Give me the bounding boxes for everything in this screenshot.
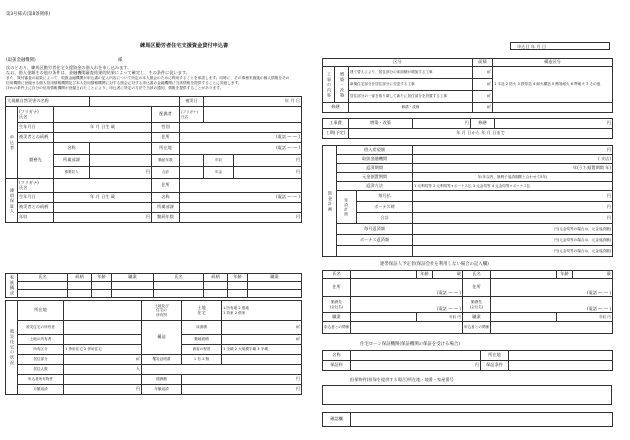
fin-row-4-field[interactable]: 年(年以内、無利子返済期間と合わせて5年)	[413, 173, 613, 182]
intro-line-3: また、貸付審査の結果によって、取扱金融機関が申込書の記入内容について所定の本人照会のために利用することを承諾します。同時に、その事務実施後の個人情報をその	[6, 76, 290, 80]
birth-label: 生年月日	[18, 123, 54, 133]
damage-date-field[interactable]: 1 有 2 無	[182, 355, 222, 365]
collateral-field[interactable]	[322, 385, 612, 405]
people-field[interactable]: 人	[64, 365, 142, 375]
gr-address-field[interactable]: (電話 ― ― )	[351, 279, 463, 297]
applicant-loan-field[interactable]	[64, 375, 142, 385]
fam-h-rel-2: 続柄	[204, 274, 228, 282]
fin-row-8-label: 毎月返済額	[337, 224, 413, 235]
people-label: 居住人数	[18, 365, 64, 375]
gr-name-field-2[interactable]	[491, 271, 557, 279]
fam-h-job-2: 職業	[248, 274, 302, 282]
monthly-field[interactable]: 円	[64, 385, 142, 395]
g-address-field[interactable]	[180, 179, 302, 193]
gr-relation-field[interactable]	[351, 322, 463, 334]
gr-relation-field-2[interactable]	[491, 322, 613, 334]
fin-row-6-label: 毎月払	[357, 191, 413, 202]
fin-row-3-field[interactable]: 年(うち据置期間 年)	[413, 164, 613, 173]
damage-field[interactable]: 1 全壊 2 大規模半壊 3 半壊	[222, 345, 302, 355]
lg-location-label: 所在地	[481, 351, 509, 361]
fam-h-name: 氏名	[18, 274, 68, 282]
work-table	[322, 58, 613, 113]
collateral-note: 担保物件(担保を提供する場合)所在地・地番・家屋番号	[350, 377, 454, 382]
post-field[interactable]	[90, 155, 152, 167]
family-table	[5, 273, 302, 298]
gr-h-name-2: 氏名	[463, 271, 491, 279]
schedule-label: 工期(予定)	[323, 129, 349, 139]
house-location-label: 所在地	[18, 301, 64, 321]
fam-cell[interactable]	[228, 282, 248, 290]
other-income-field[interactable]: 円	[90, 167, 152, 179]
work-type-2: 新築住宅部分を居住部分に変更する工事	[349, 79, 473, 91]
fam-cell[interactable]	[204, 282, 228, 290]
gr-relation-label: 申込者との関係	[323, 322, 351, 334]
g-income-field[interactable]: 円	[54, 213, 152, 223]
confirm-field[interactable]	[351, 413, 613, 427]
gr-age-field-2[interactable]: 歳	[573, 271, 613, 279]
fin-row-3-label: 返済期間	[337, 164, 413, 173]
g-name-label: (フリガナ) 氏名	[18, 179, 54, 193]
applicant-table	[5, 96, 302, 223]
house-owner-field[interactable]	[64, 321, 142, 335]
loan-guarantor-table	[322, 350, 613, 371]
g-post-field[interactable]	[180, 203, 302, 213]
name-label: (フリガナ) 氏名	[18, 107, 54, 123]
fam-cell[interactable]	[92, 282, 112, 290]
gr-name-field[interactable]	[351, 271, 417, 279]
g-name-field[interactable]	[54, 179, 152, 193]
cost-table	[322, 118, 613, 139]
site-area-field[interactable]: ㎡	[222, 335, 302, 345]
area-header: 面積	[473, 59, 493, 67]
g-birth-label: 生年月日	[18, 193, 54, 203]
spouse-name-field[interactable]	[204, 107, 302, 123]
name-field[interactable]	[54, 107, 152, 123]
g-income-label: 年収	[18, 213, 54, 223]
guarantor-table	[322, 270, 613, 334]
work-type-1: 建て替えにより、居住部分の床面積が増加する工事	[349, 67, 473, 79]
lg-terms-field[interactable]	[509, 361, 613, 371]
g-years-label: 勤続年数	[152, 213, 180, 223]
work-years-field[interactable]	[180, 155, 204, 167]
fin-row-7b-field[interactable]: 円	[413, 213, 613, 224]
gr-address-field-2[interactable]: (電話 ― ― )	[491, 279, 613, 297]
fin-row-10-label	[337, 246, 413, 257]
finance-table	[322, 145, 613, 257]
post-label: 所属部課	[54, 155, 90, 167]
fam-cell[interactable]	[92, 290, 112, 298]
gr-h-age-2: 年齢	[557, 271, 573, 279]
fam-cell[interactable]	[18, 290, 68, 298]
company-field[interactable]	[90, 143, 152, 155]
schedule-field[interactable]: 年 月 日から 年 月 日まで	[349, 129, 613, 139]
gr-age-field[interactable]: 歳	[433, 271, 463, 279]
disaster-date-field[interactable]: 年 月 日	[204, 97, 302, 107]
fin-row-4-label: 元金据置期間	[337, 173, 413, 182]
fin-row-2-label: 取扱金融機関	[337, 155, 413, 164]
intro-line-2: なお、借入金額その他の条件は、金融機関審査結果的結果によって確定し、その条件に従います。	[6, 70, 190, 75]
work-type-3: 居住部分の一部を取り壊して新たに居住部分を設置する工事	[349, 91, 473, 103]
lg-name-field[interactable]	[351, 351, 481, 361]
intro-line-1: 次のとおり、練馬区勤労者住宅支援資金の借入れを申し込みます。	[6, 65, 132, 70]
work-content-label: 工事の内容	[323, 67, 335, 103]
gender-field[interactable]	[180, 123, 302, 133]
tenure-field[interactable]: 1 専用住宅 2 併用住宅	[64, 345, 142, 355]
gr-address-label: 住所	[323, 279, 351, 297]
damage-label: 被害の程度	[182, 345, 222, 355]
house-table	[5, 300, 302, 395]
fin-row-10-field[interactable]: 円(元金均等の場合は、元金返済額)	[413, 246, 613, 257]
gr-h-age: 年齢	[417, 271, 433, 279]
gr-work-label-2: 勤務先 (会社名)	[463, 297, 491, 313]
birth-field[interactable]: 年 月 日生 歳	[54, 123, 152, 133]
gr-h-name: 氏名	[323, 271, 351, 279]
g-address-label: 住所	[152, 179, 180, 193]
income-label: 年収	[204, 155, 234, 167]
lg-name-label: 名称	[323, 351, 351, 361]
applicant-loan-label: 申込者所有物件	[18, 375, 64, 385]
family-section-label: 家族構成	[6, 274, 18, 298]
annual-field[interactable]: 円	[182, 385, 302, 395]
total-field[interactable]	[180, 167, 204, 179]
damage-note-field[interactable]	[222, 355, 302, 365]
fin-row-5-field[interactable]: 1 元利均等 2 元利均等+ボーナス払 3 元金均等 4 元金均等+ボーナス払	[413, 182, 613, 191]
category-header: 区分	[323, 59, 473, 67]
work-area-1[interactable]: ㎡	[473, 67, 493, 79]
land-owner-label: 土地 住宅	[182, 301, 222, 321]
structure-opts[interactable]: 1 木造 2 防火 3 鉄骨造 4 耐火構造 5 簡易耐火 6 準耐火 7 その他	[493, 67, 613, 103]
g-relation-label: 被災者との続柄	[18, 203, 54, 213]
gr-work-label: 勤務先 (会社名)	[323, 297, 351, 313]
disaster-name-label: 大規模自然災害の名称	[6, 97, 90, 107]
intro-line-4: 信用機関に登録せる個人信用情報機関及び本人信用情報機関に対する照会に対する申込書の金融機関に当該情報を提供することに同意します。	[6, 81, 242, 85]
lg-terms-label: 保証条件	[481, 361, 509, 371]
gr-job-field[interactable]	[351, 313, 417, 322]
guarantor-title: 連帯保証人予定者(保証会社を利用しない場合の記入欄)	[380, 262, 489, 267]
repay-plan-label: 返済計画	[337, 191, 357, 224]
fam-cell[interactable]	[154, 290, 204, 298]
fin-row-9-field[interactable]: 円(元金均等の場合は、元金返済額)	[413, 235, 613, 246]
house-location-field[interactable]	[64, 301, 142, 321]
gr-address-label-2: 住所	[463, 279, 491, 297]
site-area-label: 敷地面積	[182, 335, 222, 345]
cost-item-1: 増築・改築	[349, 119, 413, 129]
work-label: 勤務先	[18, 143, 54, 179]
spouse-label: 配偶者	[152, 107, 180, 123]
cost-field-2[interactable]: 円	[495, 119, 613, 129]
fam-cell[interactable]	[112, 282, 154, 290]
lender-suffix: 様	[118, 58, 123, 63]
income-field[interactable]: 円	[234, 155, 302, 167]
finance-section-label: 資金計画	[323, 146, 337, 257]
gr-work-field[interactable]: (電話 ― ― )	[351, 297, 463, 313]
house-section-label: 被災住宅の状況	[6, 301, 18, 395]
house-owner-label: 被災住宅の所有者	[18, 321, 64, 335]
relation-field[interactable]	[54, 133, 152, 143]
floor-area-field[interactable]: ㎡	[222, 321, 302, 335]
gr-work-field-2[interactable]: (電話 ― ― )	[491, 297, 613, 313]
tenure-label: 所有区分	[18, 345, 64, 355]
repair-note[interactable]	[493, 103, 613, 113]
address-field[interactable]: (電話 ― ― )	[180, 133, 302, 143]
gr-income-field[interactable]: 年収 円	[417, 313, 463, 322]
lg-fee-label: 保証料	[323, 361, 351, 371]
lg-fee-field[interactable]: 円	[351, 361, 481, 371]
pension-label: 年金	[204, 167, 234, 179]
fam-cell[interactable]	[154, 282, 204, 290]
g-post-label: 所属部課	[152, 203, 180, 213]
fam-h-name-2: 氏名	[154, 274, 204, 282]
fin-row-8-field[interactable]: 円(元金均等の場合は、元金返済額)	[413, 224, 613, 235]
company-label: 名称	[54, 143, 90, 155]
guarantor-section-label: 連帯保証人	[6, 179, 18, 223]
fin-row-5-label: 返済方法	[337, 182, 413, 191]
people-note-field[interactable]	[142, 365, 302, 375]
gr-job-label: 職業	[323, 313, 351, 322]
fin-row-2-field[interactable]: ( 支店)	[413, 155, 613, 164]
land-owner2-field[interactable]	[64, 335, 142, 345]
other-income-label: 事業収入	[54, 167, 90, 179]
rebuild-label: 増築・改築	[335, 67, 349, 103]
company-address-field[interactable]: (電話 ― ― )	[180, 143, 302, 155]
loan-amount-label: 債務額	[142, 375, 182, 385]
loan-guarantor-title: 住宅ローン保証機関(保証機関の保証を受ける場合)	[360, 342, 460, 347]
g-relation-field[interactable]	[54, 203, 152, 213]
disaster-name-field[interactable]	[90, 97, 180, 107]
fam-cell[interactable]	[204, 290, 228, 298]
cost-label: 工事費	[323, 119, 349, 129]
fam-cell[interactable]	[228, 290, 248, 298]
application-date[interactable]: 申込日 年 月 日	[510, 42, 610, 50]
gender-label: 性別	[152, 123, 180, 133]
damage-date-label: 罹災証明書	[142, 355, 182, 365]
g-birth-field[interactable]: 年 月 日生 歳	[54, 193, 152, 203]
g-work-label: 名称	[152, 193, 180, 203]
disaster-date-label: 被災日	[180, 97, 204, 107]
land-owner2-label: 土地の所有者	[18, 335, 64, 345]
form-title: 練馬区勤労者住宅支援資金貸付申込書	[140, 43, 229, 49]
confirm-table	[322, 412, 613, 427]
intro-line-5: ほかの条件上に自分の信用情報機関が登録されたことにより、申込者に所定の方法で当該の通知、情報を提供することがあります。	[6, 86, 224, 90]
total-label: 合計	[152, 167, 180, 179]
land-owner-options[interactable]: 1 所有地 2 借地 1 持家 2 借家	[222, 301, 302, 321]
house-structure-label: 構造	[142, 321, 182, 355]
fin-row-7b-label: 合計	[357, 213, 413, 224]
monthly-label: 月額返済	[18, 385, 64, 395]
gr-relation-label-2: 申込者との関係	[463, 322, 491, 334]
work-area-3[interactable]: ㎡	[473, 91, 493, 103]
pension-field[interactable]: 円	[234, 167, 302, 179]
gr-income-field-2[interactable]: 年収 円	[557, 313, 613, 322]
cost-item-2: 修繕	[471, 119, 495, 129]
residence-label: 居住部分	[18, 355, 64, 365]
fin-row-1-field[interactable]: 円	[413, 146, 613, 155]
repair-label: 修繕	[323, 103, 349, 113]
fam-h-age: 年齢	[92, 274, 112, 282]
g-years-field[interactable]: 円	[180, 213, 302, 223]
fam-h-age-2: 年齢	[228, 274, 248, 282]
spouse-name-label: (フリガナ) 氏名	[180, 107, 204, 123]
loan-amount-field[interactable]: 円	[182, 375, 302, 385]
fin-row-7-label: ボーナス時	[357, 202, 413, 213]
address-label: 住所	[152, 133, 180, 143]
g-work-field[interactable]: (電話 ― ― )	[180, 193, 302, 203]
confirm-label: 確認欄	[323, 413, 351, 427]
address2-label: 所在地	[152, 143, 180, 155]
fam-h-job: 職業	[112, 274, 154, 282]
repair-part[interactable]: 修繕・改修	[349, 103, 473, 113]
relation-label: 被災者との続柄	[18, 133, 54, 143]
applicant-section-label: 申込者	[6, 107, 18, 179]
fin-row-6-field[interactable]: 円	[413, 191, 613, 202]
fin-row-9-label: ボーナス返済額	[337, 235, 413, 246]
floor-area-label: 床面積	[182, 321, 222, 335]
fam-cell[interactable]	[68, 290, 92, 298]
lg-location-field[interactable]	[509, 351, 613, 361]
lender-label: (取扱金融機関)	[6, 58, 36, 63]
fam-cell[interactable]	[112, 290, 154, 298]
gr-job-label-2: 職業	[463, 313, 491, 322]
fam-cell[interactable]	[18, 282, 68, 290]
structure-header: 構造区分	[493, 59, 613, 67]
repair-area[interactable]: ㎡	[473, 103, 493, 113]
fam-cell[interactable]	[248, 290, 302, 298]
gr-job-field-2[interactable]	[491, 313, 557, 322]
residence-field[interactable]: ㎡	[64, 355, 142, 365]
land-label: 土地及び 住宅の 所有別	[142, 301, 182, 321]
form-id: 第3号様式(第8条関係)	[6, 12, 51, 17]
fin-row-7-field[interactable]: 円	[413, 202, 613, 213]
cost-field-1[interactable]: 円	[413, 119, 471, 129]
fin-row-1-label: 借入希望額	[337, 146, 413, 155]
work-area-2[interactable]: ㎡	[473, 79, 493, 91]
work-years-label: 勤続年数	[152, 155, 180, 167]
fam-h-rel: 続柄	[68, 274, 92, 282]
fam-cell[interactable]	[68, 282, 92, 290]
annual-label: 年額返済	[142, 385, 182, 395]
fam-cell[interactable]	[248, 282, 302, 290]
